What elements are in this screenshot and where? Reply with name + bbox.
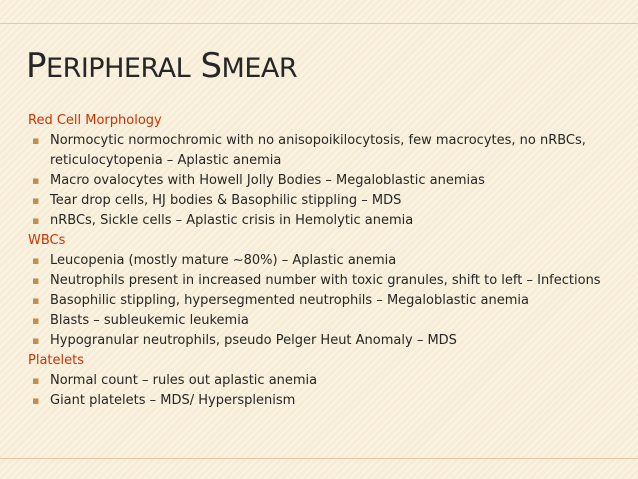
square-bullet-icon: ▪ — [32, 194, 40, 207]
slide-title — [26, 46, 297, 86]
list-item: ▪ Neutrophils present in increased number with toxic granules, shift to left – Infections — [28, 271, 632, 291]
title-rest-2: MEAR — [221, 53, 298, 84]
square-bullet-icon: ▪ — [32, 214, 40, 227]
list-item: ▪ Normal count – rules out aplastic anemia — [28, 371, 632, 391]
list-item: ▪ Leucopenia (mostly mature ~80%) – Aplastic anemia — [28, 251, 632, 271]
square-bullet-icon: ▪ — [32, 334, 40, 347]
list-item: ▪ nRBCs, Sickle cells – Aplastic crisis in Hemolytic anemia — [28, 211, 632, 231]
slide-body — [28, 111, 632, 411]
square-bullet-icon: ▪ — [32, 394, 40, 407]
list-item: ▪ Normocytic normochromic with no anisopoikilocytosis, few macrocytes, no nRBCs, reticulocytopenia – Aplastic anemia — [32, 133, 586, 168]
square-bullet-icon: ▪ — [32, 294, 40, 307]
square-bullet-icon: ▪ — [32, 274, 40, 287]
title-initial-2: S — [200, 46, 222, 86]
square-bullet-icon: ▪ — [32, 174, 40, 187]
square-bullet-icon: ▪ — [32, 314, 40, 327]
bottom-rule — [0, 458, 638, 459]
list-item: ▪ Macro ovalocytes with Howell Jolly Bodies – Megaloblastic anemias — [28, 171, 632, 191]
square-bullet-icon: ▪ — [32, 374, 40, 387]
list-item: ▪ Blasts – subleukemic leukemia — [28, 311, 632, 331]
section-heading-red-cell: Red Cell Morphology — [28, 113, 162, 128]
list-item: ▪ Tear drop cells, HJ bodies & Basophilic stippling – MDS — [28, 191, 632, 211]
title-initial-1: P — [26, 46, 47, 86]
section-heading-wbcs: WBCs — [28, 233, 66, 248]
square-bullet-icon: ▪ — [32, 254, 40, 267]
list-item: ▪ Basophilic stippling, hypersegmented neutrophils – Megaloblastic anemia — [28, 291, 632, 311]
square-bullet-icon: ▪ — [32, 134, 40, 147]
section-heading-platelets: Platelets — [28, 353, 84, 368]
list-item: ▪ Giant platelets – MDS/ Hypersplenism — [28, 391, 632, 411]
title-rest-1: ERIPHERAL — [46, 53, 191, 84]
top-rule — [0, 23, 638, 24]
list-item: ▪ Hypogranular neutrophils, pseudo Pelger Heut Anomaly – MDS — [28, 331, 632, 351]
